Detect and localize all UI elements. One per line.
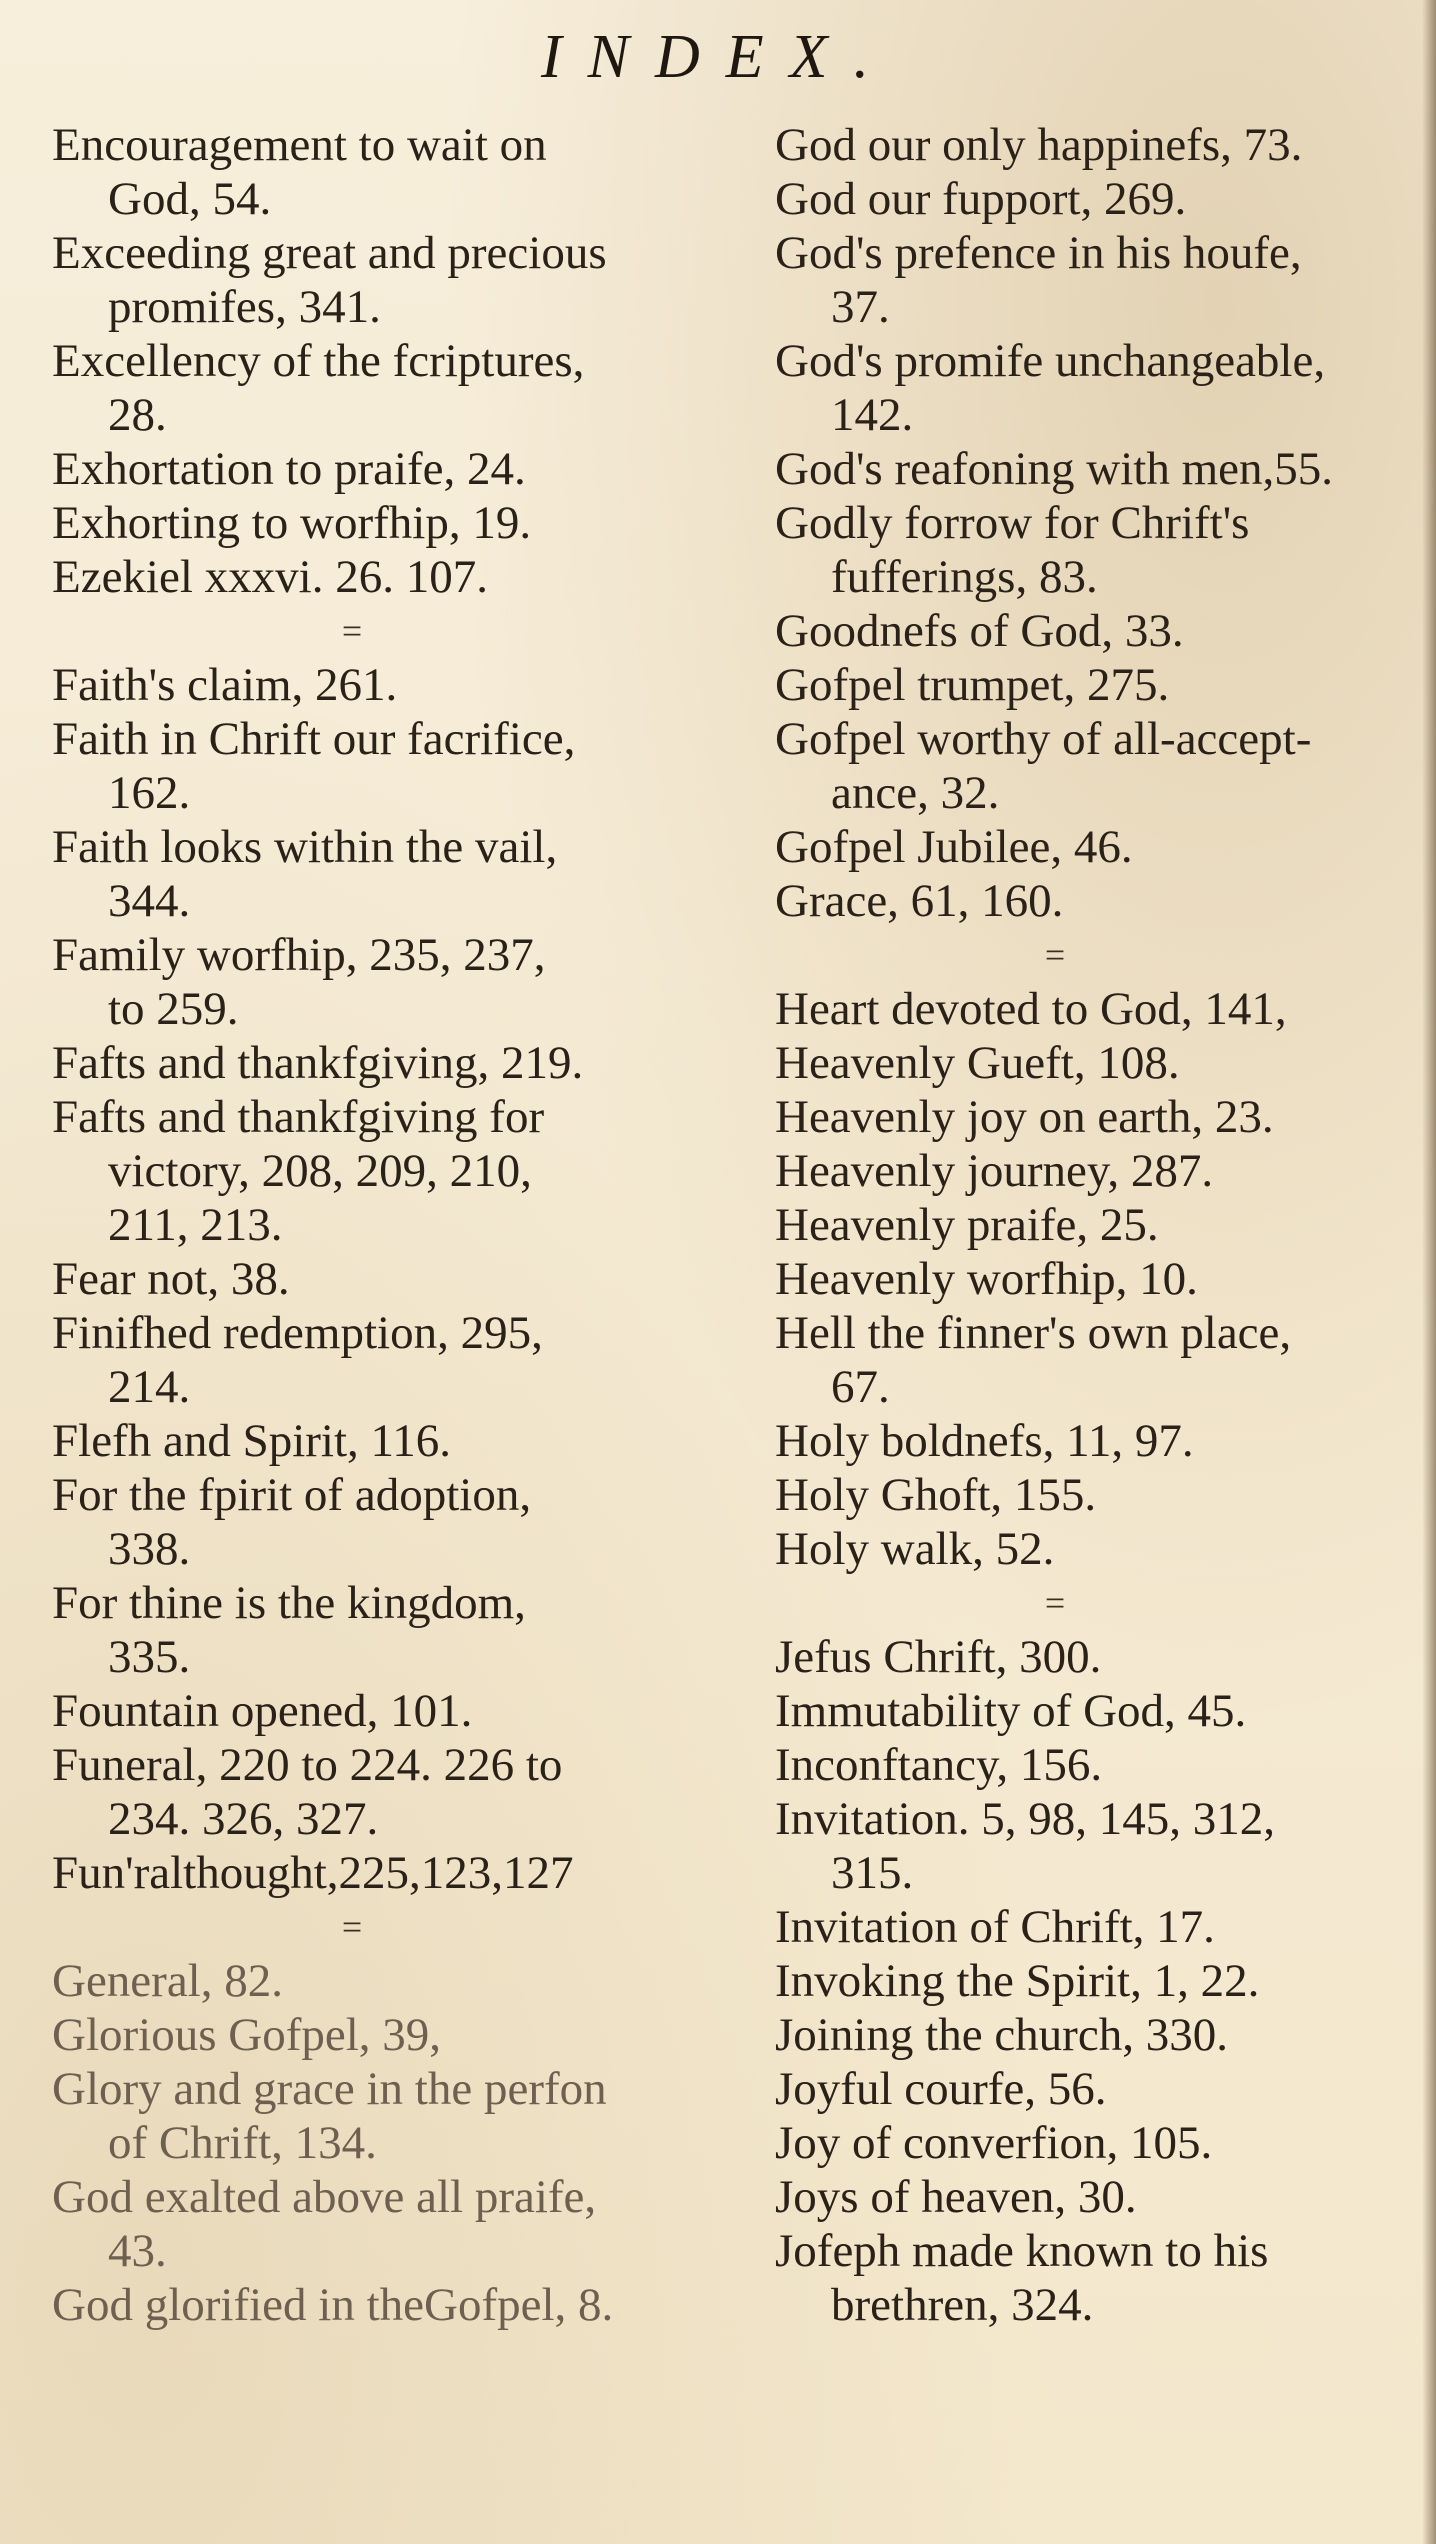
index-entry <box>775 658 1415 712</box>
index-entry <box>52 334 752 442</box>
index-entry <box>775 1090 1415 1144</box>
index-entry <box>775 1198 1415 1252</box>
index-entry-continuation: God, 54. <box>108 173 272 225</box>
index-entry-line: Faith looks within the vail, <box>52 821 558 873</box>
index-entry-line: Faith in Chrift our facrifice, <box>52 713 576 765</box>
index-entry <box>775 2008 1415 2062</box>
index-entry <box>52 1468 752 1576</box>
index-entry <box>52 658 752 712</box>
index-entry-line: Glory and grace in the perfon <box>52 2063 607 2115</box>
index-entry-continuation: 344. <box>108 875 191 927</box>
index-entry-line: God our only happinefs, 73. <box>775 119 1303 171</box>
index-entry <box>52 1576 752 1684</box>
index-entry <box>52 1684 752 1738</box>
index-entry-line: Heavenly Gueft, 108. <box>775 1037 1180 1089</box>
index-entry <box>52 1252 752 1306</box>
index-entry-line: Heavenly joy on earth, 23. <box>775 1091 1274 1143</box>
index-entry-continuation: victory, 208, 209, 210, <box>108 1145 532 1197</box>
index-entry <box>775 1738 1415 1792</box>
index-entry-line: General, 82. <box>52 1955 283 2007</box>
index-entry-line: Invoking the Spirit, 1, 22. <box>775 1955 1260 2007</box>
index-entry-line: Gofpel worthy of all-accept- <box>775 713 1312 765</box>
page-header: INDEX. <box>540 23 896 91</box>
index-entry-continuation: ance, 32. <box>831 767 1000 819</box>
index-entry-line: God's promife unchangeable, <box>775 335 1326 387</box>
index-entry <box>52 2008 752 2062</box>
index-entry-line: Heavenly journey, 287. <box>775 1145 1214 1197</box>
index-entry <box>52 1738 752 1846</box>
index-entry <box>52 820 752 928</box>
index-entry-line: Glorious Gofpel, 39, <box>52 2009 442 2061</box>
index-entry <box>775 1468 1415 1522</box>
index-entry <box>775 982 1415 1036</box>
index-entry-continuation: 28. <box>108 389 167 441</box>
index-entry-line: God's reafoning with men,55. <box>775 443 1334 495</box>
index-entry-line: Holy Ghoft, 155. <box>775 1469 1097 1521</box>
index-entry <box>775 1522 1415 1576</box>
index-entry-line: Joyful courfe, 56. <box>775 2063 1107 2115</box>
index-entry-continuation: 214. <box>108 1361 191 1413</box>
index-entry-line: Invitation of Chrift, 17. <box>775 1901 1215 1953</box>
index-entry <box>775 874 1415 928</box>
index-entry-line: Encouragement to wait on <box>52 119 547 171</box>
index-column-right <box>775 118 1415 2332</box>
index-entry-line: For the fpirit of adoption, <box>52 1469 532 1521</box>
index-entry <box>775 820 1415 874</box>
index-entry-line: Hell the finner's own place, <box>775 1307 1292 1359</box>
index-entry-line: Finifhed redemption, 295, <box>52 1307 543 1359</box>
index-entry <box>775 1954 1415 2008</box>
page-binding-edge <box>1422 0 1436 2544</box>
index-entry <box>52 1090 752 1252</box>
index-entry-line: Gofpel Jubilee, 46. <box>775 821 1133 873</box>
index-entry <box>775 2170 1415 2224</box>
index-entry <box>775 2224 1415 2332</box>
index-entry <box>775 712 1415 820</box>
section-separator: = <box>1044 1583 1066 1623</box>
index-entry-line: Funeral, 220 to 224. 226 to <box>52 1739 563 1791</box>
index-entry-line: Faith's claim, 261. <box>52 659 398 711</box>
index-entry-line: Invitation. 5, 98, 145, 312, <box>775 1793 1275 1845</box>
index-entry <box>52 2170 752 2278</box>
index-entry <box>775 604 1415 658</box>
index-column-left <box>52 118 752 2332</box>
index-entry <box>52 550 752 604</box>
index-entry-continuation: fufferings, 83. <box>831 551 1098 603</box>
index-entry-line: God exalted above all praife, <box>52 2171 597 2223</box>
index-entry-continuation: promifes, 341. <box>108 281 381 333</box>
index-entry-line: Heavenly worfhip, 10. <box>775 1253 1198 1305</box>
index-entry <box>775 496 1415 604</box>
index-entry-continuation: of Chrift, 134. <box>108 2117 377 2169</box>
index-entry <box>775 1792 1415 1900</box>
index-entry-line: Joy of converfion, 105. <box>775 2117 1213 2169</box>
index-entry-line: God glorified in theGofpel, 8. <box>52 2279 614 2331</box>
index-entry-line: Heart devoted to God, 141, <box>775 983 1287 1035</box>
index-entry-line: God's prefence in his houfe, <box>775 227 1302 279</box>
index-entry-line: Godly forrow for Chrift's <box>775 497 1250 549</box>
index-entry <box>52 2278 752 2332</box>
index-entry-continuation: 315. <box>831 1847 914 1899</box>
index-entry <box>52 118 752 226</box>
index-entry <box>52 496 752 550</box>
index-entry <box>52 928 752 1036</box>
index-entry-continuation: 335. <box>108 1631 191 1683</box>
index-entry <box>775 226 1415 334</box>
index-entry-continuation: 43. <box>108 2225 167 2277</box>
index-entry <box>775 1900 1415 1954</box>
index-entry <box>52 1846 752 1900</box>
index-entry-line: Exceeding great and precious <box>52 227 607 279</box>
index-entry <box>775 1630 1415 1684</box>
index-entry-continuation: to 259. <box>108 983 239 1035</box>
index-entry <box>775 1414 1415 1468</box>
index-entry <box>52 1414 752 1468</box>
index-entry-line: Excellency of the fcriptures, <box>52 335 585 387</box>
index-entry-line: Grace, 61, 160. <box>775 875 1064 927</box>
index-entry <box>775 1306 1415 1414</box>
index-entry-continuation: 234. 326, 327. <box>108 1793 379 1845</box>
section-separator: = <box>341 1907 363 1947</box>
index-entry-continuation: 338. <box>108 1523 191 1575</box>
index-entry-line: Goodnefs of God, 33. <box>775 605 1184 657</box>
index-entry-line: Jofeph made known to his <box>775 2225 1269 2277</box>
index-entry-line: Joys of heaven, 30. <box>775 2171 1137 2223</box>
index-entry-continuation: 162. <box>108 767 191 819</box>
index-entry <box>775 1036 1415 1090</box>
index-entry-line: Fountain opened, 101. <box>52 1685 473 1737</box>
index-entry <box>775 2116 1415 2170</box>
section-separator: = <box>1044 935 1066 975</box>
index-entry-continuation: 67. <box>831 1361 890 1413</box>
index-entry-line: Ezekiel xxxvi. 26. 107. <box>52 551 488 603</box>
index-entry-line: Exhorting to worfhip, 19. <box>52 497 532 549</box>
index-entry-line: Fun'ralthought,225,123,127 <box>52 1847 574 1899</box>
index-entry-line: Immutability of God, 45. <box>775 1685 1247 1737</box>
index-entry-line: Heavenly praife, 25. <box>775 1199 1159 1251</box>
index-entry-line: Fafts and thankfgiving, 219. <box>52 1037 584 1089</box>
index-entry-line: Fear not, 38. <box>52 1253 290 1305</box>
index-entry-line: Exhortation to praife, 24. <box>52 443 526 495</box>
index-entry <box>52 1954 752 2008</box>
index-entry-line: Family worfhip, 235, 237, <box>52 929 546 981</box>
index-entry <box>775 172 1415 226</box>
index-entry <box>52 226 752 334</box>
section-separator: = <box>341 611 363 651</box>
index-entry <box>775 1684 1415 1738</box>
index-entry <box>52 712 752 820</box>
index-entry <box>775 442 1415 496</box>
index-entry-continuation: 211, 213. <box>108 1199 283 1251</box>
index-entry-line: Holy boldnefs, 11, 97. <box>775 1415 1194 1467</box>
index-entry <box>775 2062 1415 2116</box>
index-entry <box>775 1252 1415 1306</box>
index-entry-line: Jefus Chrift, 300. <box>775 1631 1102 1683</box>
index-entry-continuation: brethren, 324. <box>831 2279 1094 2331</box>
index-entry-line: Holy walk, 52. <box>775 1523 1055 1575</box>
index-entry <box>52 1306 752 1414</box>
index-entry <box>52 2062 752 2170</box>
index-entry <box>52 1036 752 1090</box>
index-entry <box>52 442 752 496</box>
index-entry-line: God our fupport, 269. <box>775 173 1187 225</box>
index-entry <box>775 1144 1415 1198</box>
index-entry <box>775 334 1415 442</box>
index-entry-line: Joining the church, 330. <box>775 2009 1228 2061</box>
index-entry-line: Fafts and thankfgiving for <box>52 1091 545 1143</box>
index-entry-line: For thine is the kingdom, <box>52 1577 526 1629</box>
index-entry-line: Flefh and Spirit, 116. <box>52 1415 452 1467</box>
index-entry-line: Inconftancy, 156. <box>775 1739 1103 1791</box>
index-entry-continuation: 37. <box>831 281 890 333</box>
index-entry-line: Gofpel trumpet, 275. <box>775 659 1170 711</box>
index-entry-continuation: 142. <box>831 389 914 441</box>
index-entry <box>775 118 1415 172</box>
